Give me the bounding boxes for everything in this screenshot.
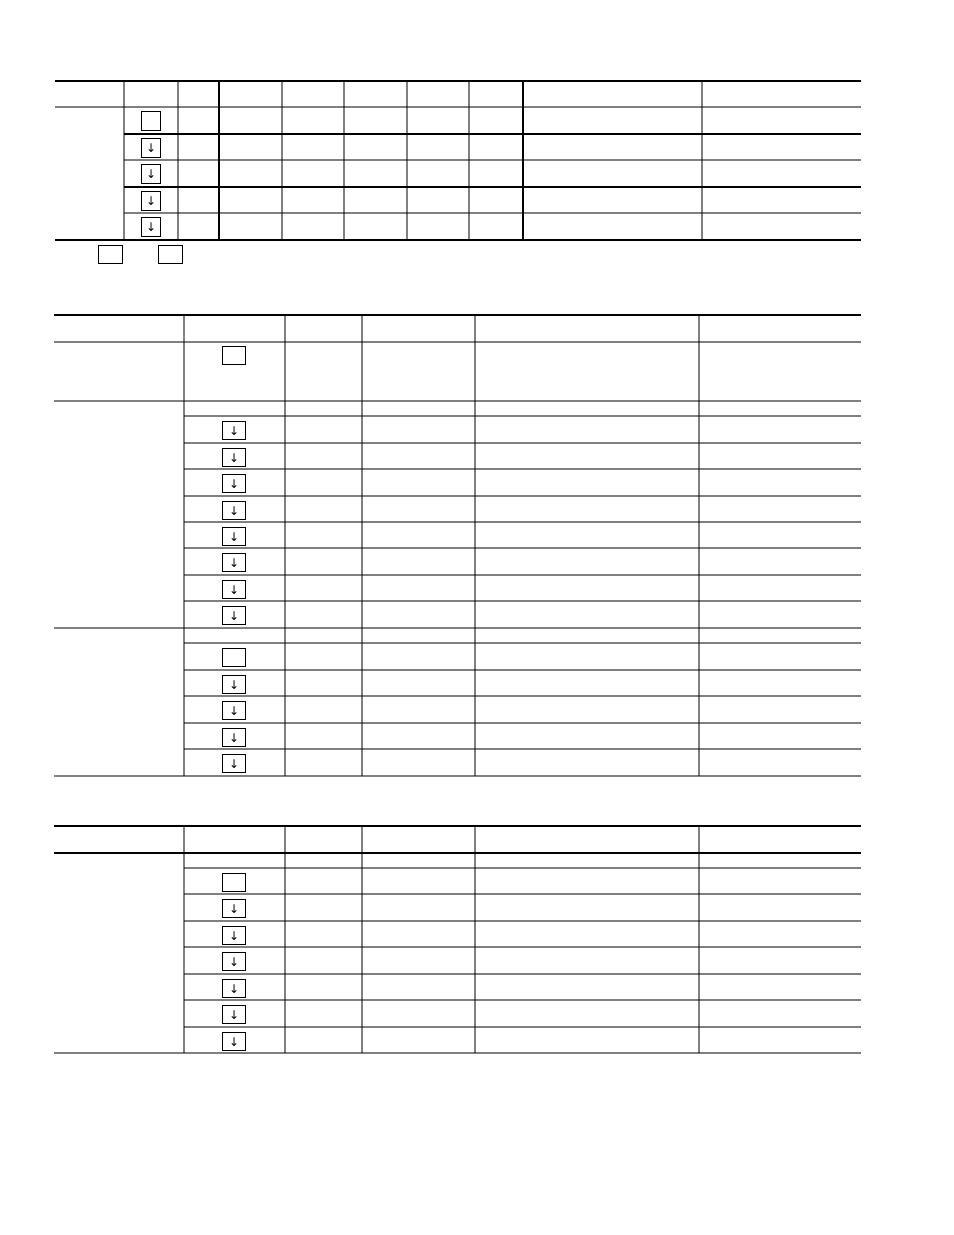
down-arrow-key-icon: ↓ bbox=[222, 1005, 246, 1024]
blank-key-icon bbox=[158, 245, 183, 264]
down-arrow-key-icon: ↓ bbox=[141, 164, 161, 184]
down-arrow-key-icon: ↓ bbox=[222, 606, 246, 625]
blank-key-icon bbox=[222, 648, 246, 667]
down-arrow-key-icon: ↓ bbox=[222, 979, 246, 998]
down-arrow-key-icon: ↓ bbox=[222, 501, 246, 520]
blank-key-icon bbox=[222, 873, 246, 892]
down-arrow-key-icon: ↓ bbox=[222, 899, 246, 918]
down-arrow-key-icon: ↓ bbox=[222, 728, 246, 747]
down-arrow-key-icon: ↓ bbox=[222, 926, 246, 945]
blank-key-icon bbox=[222, 346, 246, 365]
down-arrow-key-icon: ↓ bbox=[222, 580, 246, 599]
down-arrow-key-icon: ↓ bbox=[222, 474, 246, 493]
blank-key-icon bbox=[141, 111, 161, 131]
down-arrow-key-icon: ↓ bbox=[141, 217, 161, 237]
down-arrow-key-icon: ↓ bbox=[222, 701, 246, 720]
down-arrow-key-icon: ↓ bbox=[222, 553, 246, 572]
down-arrow-key-icon: ↓ bbox=[222, 754, 246, 773]
down-arrow-key-icon: ↓ bbox=[222, 448, 246, 467]
blank-key-icon bbox=[98, 245, 123, 264]
down-arrow-key-icon: ↓ bbox=[222, 1032, 246, 1051]
down-arrow-key-icon: ↓ bbox=[141, 138, 161, 158]
down-arrow-key-icon: ↓ bbox=[222, 421, 246, 440]
down-arrow-key-icon: ↓ bbox=[222, 527, 246, 546]
down-arrow-key-icon: ↓ bbox=[141, 191, 161, 211]
down-arrow-key-icon: ↓ bbox=[222, 952, 246, 971]
down-arrow-key-icon: ↓ bbox=[222, 675, 246, 694]
